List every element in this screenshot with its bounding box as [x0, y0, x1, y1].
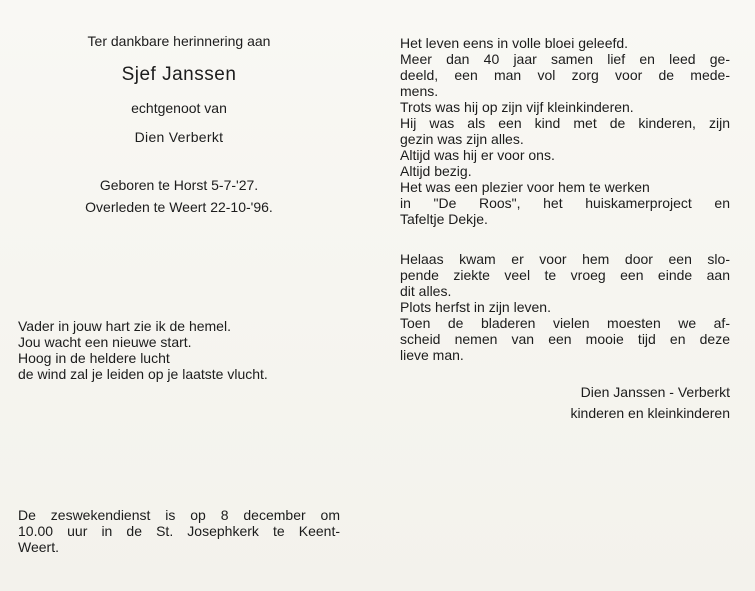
text-line: scheid nemen van een mooie tijd en deze: [400, 331, 730, 347]
poem-line: de wind zal je leiden op je laatste vlucht.: [18, 366, 268, 382]
intro-text: Ter dankbare herinnering aan: [87, 33, 271, 49]
poem-line: Hoog in de heldere lucht: [18, 350, 170, 366]
text-line: Meer dan 40 jaar samen lief en leed ge-: [400, 51, 730, 67]
text-line: Toen de bladeren vielen moesten we af-: [400, 315, 730, 331]
text-line: deeld, een man vol zorg voor de mede-: [400, 67, 730, 83]
text-line: Altijd bezig.: [400, 163, 472, 179]
text-line: pende ziekte veel te vroeg een einde aan: [400, 267, 730, 283]
born-text: Geboren te Horst 5-7-'27.: [99, 177, 259, 193]
poem-line: Jou wacht een nieuwe start.: [18, 334, 192, 350]
service-line: Weert.: [18, 539, 59, 555]
text-line: Het leven eens in volle bloei geleefd.: [400, 35, 629, 51]
died-text: Overleden te Weert 22-10-'96.: [85, 199, 273, 215]
text-line: mens.: [400, 83, 439, 99]
poem-line: Vader in jouw hart zie ik de hemel.: [18, 318, 231, 334]
signature-family: kinderen en kleinkinderen: [570, 405, 730, 421]
spouse-name: Dien Verberkt: [134, 129, 224, 145]
text-line: Plots herfst in zijn leven.: [400, 299, 551, 315]
service-line: 10.00 uur in de St. Josephkerk te Keent-: [18, 523, 340, 539]
text-line: gezin was zijn alles.: [400, 131, 524, 147]
relation-text: echtgenoot van: [131, 100, 227, 116]
text-line: in "De Roos", het huiskamerproject en: [400, 195, 730, 211]
deceased-name: Sjef Janssen: [121, 64, 237, 85]
text-line: Helaas kwam er voor hem door een slo-: [400, 251, 730, 267]
text-line: Het was een plezier voor hem te werken: [400, 179, 650, 195]
text-line: Tafeltje Dekje.: [400, 211, 488, 227]
text-line: Altijd was hij er voor ons.: [400, 147, 555, 163]
signature-name: Dien Janssen - Verberkt: [580, 384, 730, 400]
text-line: Trots was hij op zijn vijf kleinkinderen.: [400, 99, 634, 115]
service-line: De zeswekendienst is op 8 december om: [18, 507, 340, 523]
text-line: lieve man.: [400, 347, 464, 363]
text-line: Hij was als een kind met de kinderen, zijn: [400, 115, 730, 131]
text-line: dit alles.: [400, 283, 452, 299]
